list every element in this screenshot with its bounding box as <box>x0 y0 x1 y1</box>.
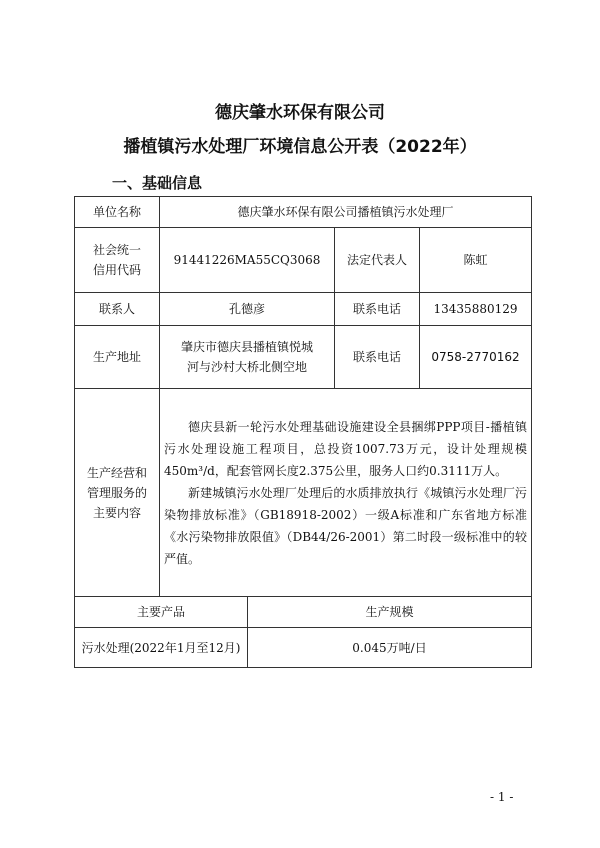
product-header: 主要产品 <box>75 597 248 628</box>
unit-name-label: 单位名称 <box>75 197 160 228</box>
legal-rep-value: 陈虹 <box>420 228 532 293</box>
page-number: - 1 - <box>490 790 514 804</box>
basic-info-table <box>74 196 532 668</box>
address-line-2: 河与沙村大桥北侧空地 <box>186 360 307 374</box>
table-row <box>75 326 532 389</box>
credit-code-value: 91441226MA55CQ3068 <box>160 228 335 293</box>
scale-value: 0.045万吨/日 <box>248 628 532 668</box>
scope-paragraph-1: 德庆县新一轮污水处理基础设施建设全县捆绑PPP项目-播植镇污水处理设施工程项目，总投资1007.73万元，设计处理规模450m³/d，配套管网长度2.375公里，服务人口约0.3111万人。 <box>164 419 528 478</box>
legal-rep-label: 法定代表人 <box>335 228 420 293</box>
scope-content <box>160 389 532 597</box>
contact-value: 孔德彦 <box>160 293 335 326</box>
table-row <box>75 228 532 293</box>
scope-label <box>75 389 160 597</box>
table-row <box>75 293 532 326</box>
credit-code-label-line1: 社会统一 <box>92 243 141 257</box>
table-row <box>75 389 532 597</box>
document-title: 播植镇污水处理厂环境信息公开表（2022年） <box>123 137 477 157</box>
scope-paragraph-2: 新建城镇污水处理厂处理后的水质排放执行《城镇污水处理厂污染物排放标准》（GB18918-2002）一级A标准和广东省地方标准《水污染物排放限值》（DB44/26-2001）第二时段一级标准中的较严值。 <box>164 485 528 566</box>
contact-label: 联系人 <box>75 293 160 326</box>
credit-code-label-line2: 信用代码 <box>92 263 141 277</box>
product-value: 污水处理(2022年1月至12月) <box>75 628 248 668</box>
table-row <box>75 597 532 628</box>
table-row <box>75 197 532 228</box>
scope-label-line1: 生产经营和 <box>86 465 147 480</box>
table-row <box>75 628 532 668</box>
scope-label-line3: 主要内容 <box>92 505 141 520</box>
scale-header: 生产规模 <box>248 597 532 628</box>
company-title: 德庆肇水环保有限公司 <box>215 103 385 123</box>
phone-label: 联系电话 <box>335 293 420 326</box>
scope-label-line2: 管理服务的 <box>86 485 147 500</box>
address-label: 生产地址 <box>75 326 160 389</box>
phone2-value: 0758-2770162 <box>420 326 532 389</box>
address-value <box>160 326 335 389</box>
section-heading: 一、基础信息 <box>112 174 203 192</box>
address-line-1: 肇庆市德庆县播植镇悦城 <box>180 340 313 354</box>
phone2-label: 联系电话 <box>335 326 420 389</box>
phone-value: 13435880129 <box>420 293 532 326</box>
credit-code-label <box>75 228 160 293</box>
unit-name-value: 德庆肇水环保有限公司播植镇污水处理厂 <box>160 197 532 228</box>
